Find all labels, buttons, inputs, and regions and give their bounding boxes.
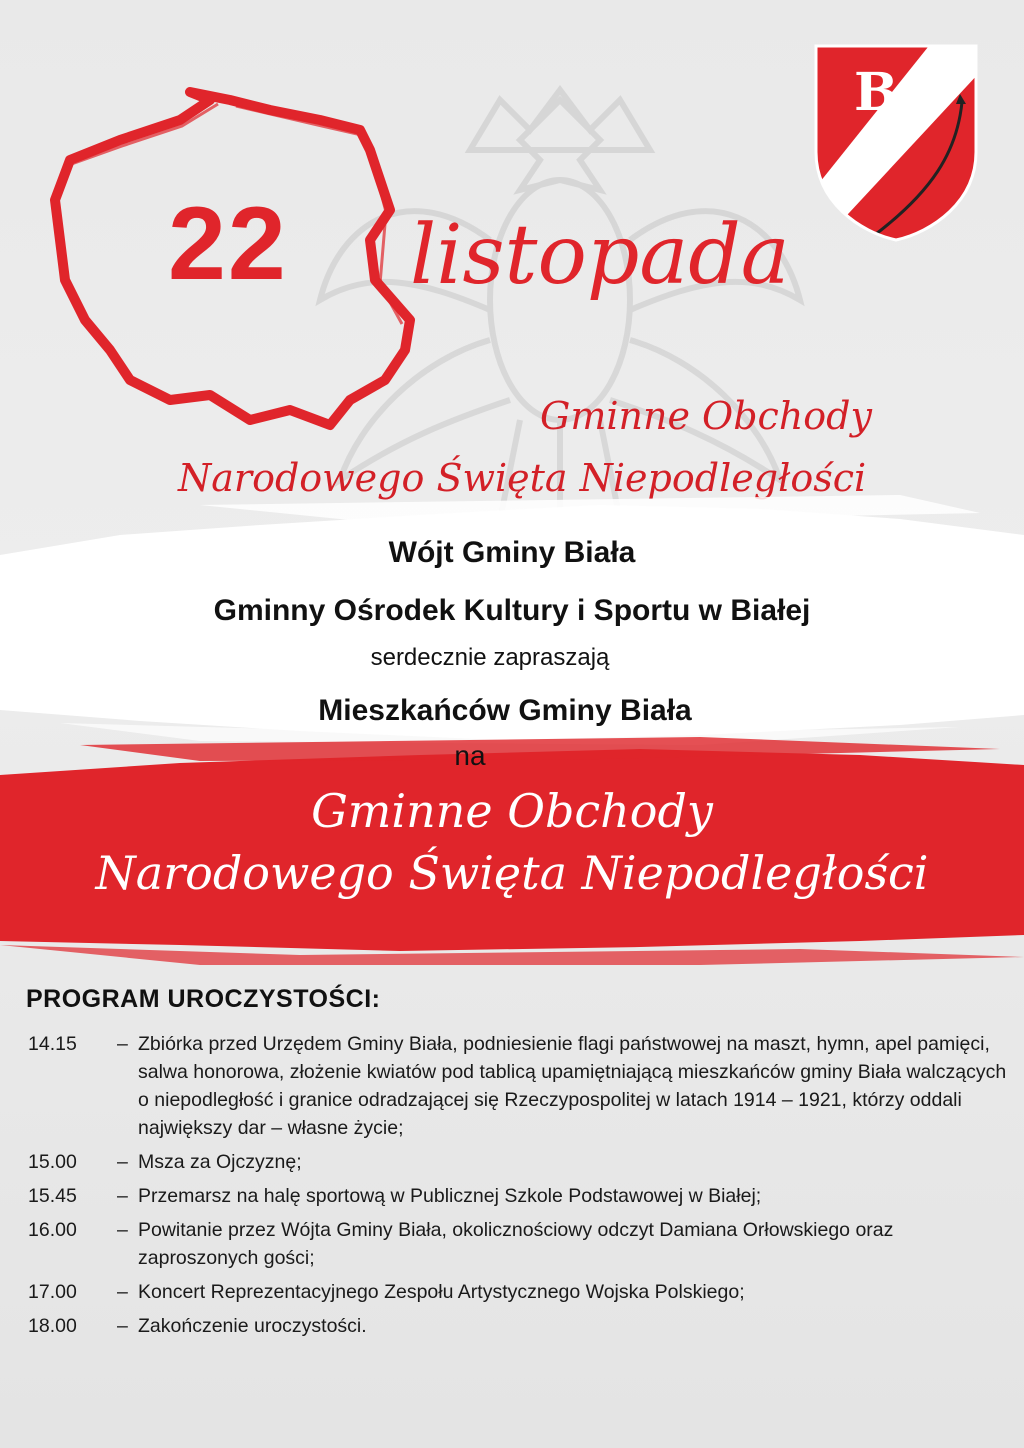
program-item [28, 1216, 1018, 1272]
headline-line1: Gminne Obchody [540, 394, 872, 438]
program-item [28, 1030, 1018, 1142]
program-separator: – [117, 1281, 128, 1303]
program-time: 17.00 [28, 1281, 77, 1303]
program-description: Zbiórka przed Urzędem Gminy Biała, podniesienie flagi państwowej na maszt, hymn, apel pamięci, salwa honorowa, złożenie kwiatów pod tablicą upamiętniającą mieszkańców gminy Biała walczących o niepodległość i granice odradzającej się Rzeczypospolitej w latach 1914 – 1921, którzy oddali największy dar – własne życie; [138, 1033, 1007, 1139]
program-item [28, 1148, 1018, 1176]
event-title-line1: Gminne Obchody [311, 784, 713, 838]
date-day: 22 [168, 186, 288, 302]
program-list [28, 1030, 1018, 1346]
event-title-line2: Narodowego Święta Niepodległości [95, 846, 929, 900]
program-time: 16.00 [28, 1219, 77, 1241]
coat-of-arms-logo [812, 42, 980, 242]
program-separator: – [117, 1315, 128, 1337]
headline-line2: Narodowego Święta Niepodległości [178, 456, 867, 500]
inviter-wojt: Wójt Gminy Biała [388, 536, 636, 569]
program-description: Koncert Reprezentacyjnego Zespołu Artystycznego Wojska Polskiego; [138, 1281, 745, 1303]
program-description: Przemarsz na halę sportową w Publicznej Szkole Podstawowej w Białej; [138, 1185, 762, 1207]
invitees: Mieszkańców Gminy Biała [318, 694, 692, 727]
program-separator: – [117, 1185, 128, 1207]
date-month: listopada [410, 208, 790, 303]
program-time: 14.15 [28, 1033, 77, 1055]
program-separator: – [117, 1151, 128, 1173]
program-description: Powitanie przez Wójta Gminy Biała, okolicznościowy odczyt Damiana Orłowskiego oraz zaproszonych gości; [138, 1219, 894, 1269]
program-description: Zakończenie uroczystości. [138, 1315, 367, 1337]
program-item [28, 1312, 1018, 1340]
invite-verb: serdecznie zapraszają [370, 644, 610, 671]
coat-of-arms-letter: B [854, 62, 898, 123]
program-separator: – [117, 1219, 128, 1241]
program-time: 18.00 [28, 1315, 77, 1337]
program-time: 15.45 [28, 1185, 77, 1207]
on-word: na [454, 740, 486, 771]
program-description: Msza za Ojczyznę; [138, 1151, 302, 1173]
program-heading: PROGRAM UROCZYSTOŚCI: [26, 985, 381, 1013]
program-separator: – [117, 1033, 128, 1055]
program-item [28, 1182, 1018, 1210]
program-item [28, 1278, 1018, 1306]
inviter-culture-center: Gminny Ośrodek Kultury i Sportu w Białej [213, 594, 811, 627]
program-time: 15.00 [28, 1151, 77, 1173]
